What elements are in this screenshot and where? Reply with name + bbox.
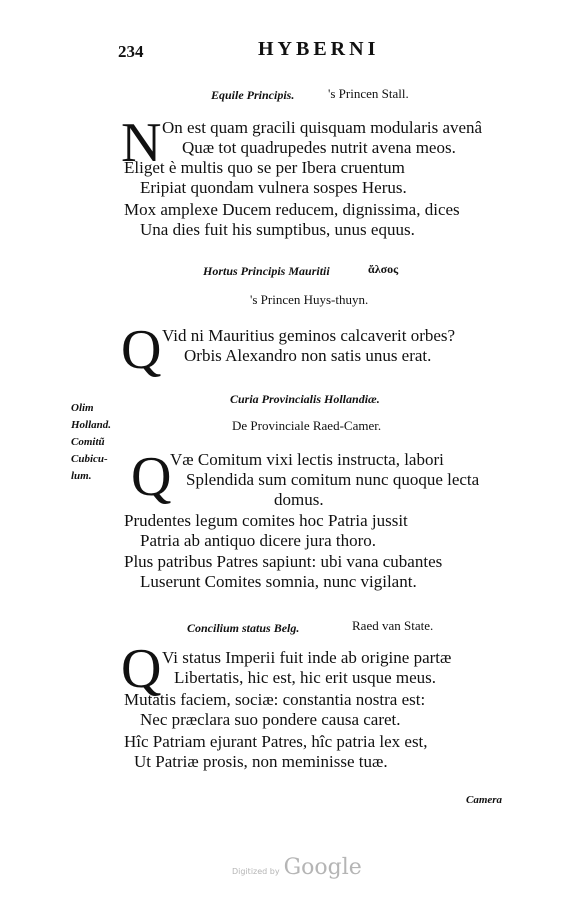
section-2-dutch-heading: 's Princen Huys-thuyn. — [250, 292, 369, 307]
watermark-small: Digitized by — [232, 867, 280, 876]
section-3-line-7: Luserunt Comites somnia, nunc vigilant. — [140, 572, 417, 591]
section-3-line-5: Patria ab antiquo dicere jura thoro. — [140, 531, 377, 550]
section-3-dutch-heading: De Provinciale Raed-Camer. — [232, 418, 382, 433]
section-2-line-1: Vid ni Mauritius geminos calcaverit orbes? — [162, 326, 456, 345]
watermark-logo: Google — [283, 855, 362, 880]
section-4-line-6: Ut Patriæ prosis, non meminisse tuæ. — [134, 752, 388, 771]
section-4-drop-initial: Q — [121, 638, 162, 700]
section-4-latin-heading: Concilium status Belg. — [187, 621, 300, 635]
section-3-drop-initial: Q — [131, 446, 172, 508]
margin-note-line: Comitũ — [71, 436, 105, 448]
section-4-line-4: Nec præclara suo pondere causa caret. — [140, 710, 401, 729]
section-2-greek-word: ἄλσος — [368, 262, 399, 276]
catchword: Camera — [466, 794, 503, 806]
section-1-line-2: Quæ tot quadrupedes nutrit avena meos. — [182, 138, 456, 157]
section-2-line-2: Orbis Alexandro non satis unus erat. — [184, 346, 432, 365]
section-1-drop-initial: N — [121, 112, 162, 174]
section-1-line-5: Mox amplexe Ducem reducem, dignissima, dices — [124, 200, 460, 219]
section-4-line-2: Libertatis, hic est, hic erit usque meus. — [174, 668, 437, 687]
section-3-line-1: Væ Comitum vixi lectis instructa, labori — [170, 450, 444, 469]
section-1-line-4: Eripiat quondam vulnera sospes Herus. — [140, 178, 407, 197]
section-1-dutch-heading: 's Princen Stall. — [328, 86, 409, 101]
page-number: 234 — [118, 42, 144, 61]
margin-note-line: Olim — [71, 402, 94, 414]
digitized-watermark — [232, 855, 362, 880]
margin-note-line: Holland. — [71, 419, 112, 431]
section-3-line-3: domus. — [274, 490, 324, 509]
section-3-latin-heading: Curia Provincialis Hollandiæ. — [230, 392, 380, 406]
margin-note-line: Cubicu- — [71, 453, 108, 465]
running-title: HYBERNI — [258, 38, 380, 60]
section-4-line-1: Vi status Imperii fuit inde ab origine partæ — [162, 648, 452, 667]
section-3-line-6: Plus patribus Patres sapiunt: ubi vana cubantes — [124, 552, 443, 571]
section-3-line-4: Prudentes legum comites hoc Patria jussit — [124, 511, 408, 530]
section-1-line-1: On est quam gracili quisquam modularis avenâ — [162, 118, 483, 137]
margin-note — [71, 400, 131, 485]
section-4-dutch-heading: Raed van State. — [352, 618, 434, 633]
section-1-line-6: Una dies fuit his sumptibus, unus equus. — [140, 220, 415, 239]
section-1-latin-heading: Equile Principis. — [211, 88, 295, 102]
section-4-line-3: Mutatis faciem, sociæ: constantia nostra est: — [124, 690, 426, 709]
section-2-latin-heading: Hortus Principis Mauritii — [203, 264, 330, 278]
section-1-line-3: Eliget è multis quo se per Ibera cruentum — [124, 158, 405, 177]
margin-note-line: lum. — [71, 470, 92, 482]
section-4-line-5: Hîc Patriam ejurant Patres, hîc patria lex est, — [124, 732, 428, 751]
section-3-line-2: Splendida sum comitum nunc quoque lecta — [186, 470, 480, 489]
section-2-drop-initial: Q — [121, 319, 162, 381]
